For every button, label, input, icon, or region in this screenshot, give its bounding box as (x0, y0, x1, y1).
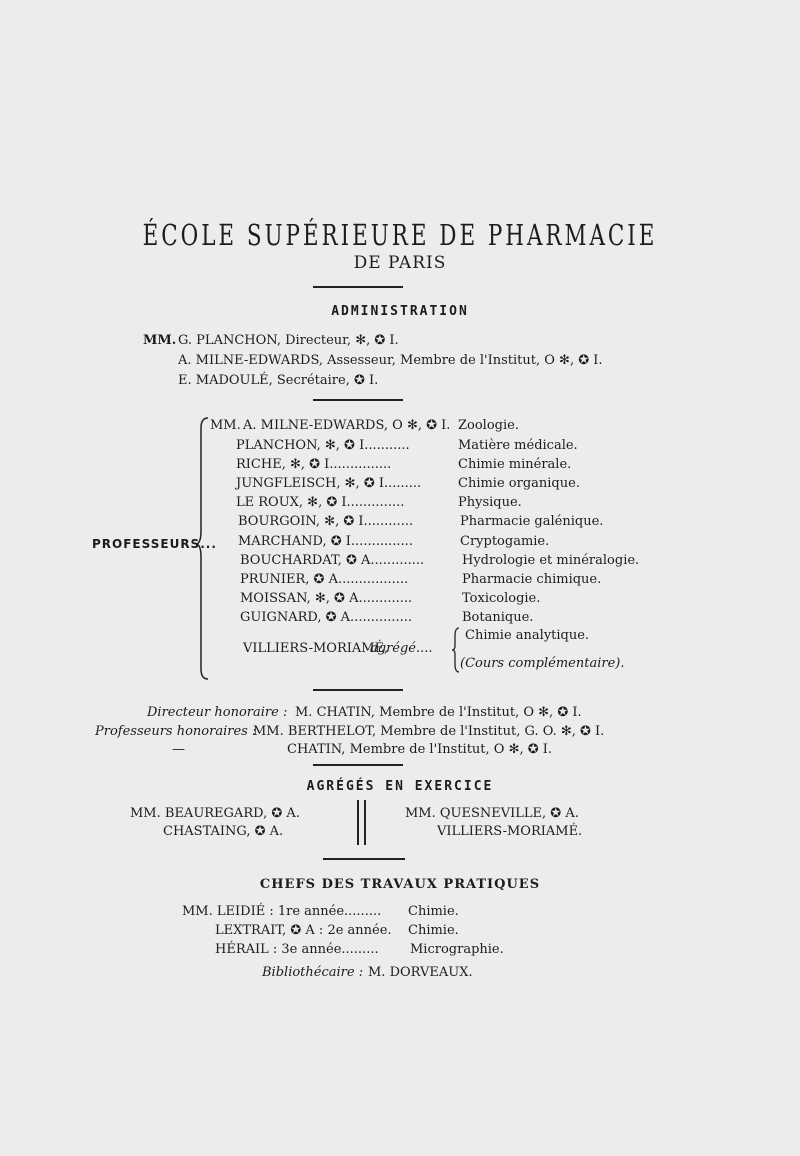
chef-name: HÉRAIL : 3e année......... (215, 942, 379, 957)
school-subtitle: DE PARIS (353, 253, 447, 273)
professor-subject: Zoologie. (458, 418, 519, 433)
professor-subject: Pharmacie chimique. (462, 572, 602, 587)
column-rule (364, 800, 366, 845)
professor-name: RICHE, ✻, ✪ I............... (236, 457, 392, 472)
professeurs-honoraires: CHATIN, Membre de l'Institut, O ✻, ✪ I. (287, 742, 553, 757)
professor-subject: Botanique. (462, 610, 534, 625)
professeurs-honoraires-label: Professeurs honoraires : (95, 724, 257, 739)
professor-subject: Cryptogamie. (460, 534, 550, 549)
divider (323, 858, 405, 860)
agrege-subject-course: (Cours complémentaire). (460, 656, 625, 671)
professor-name: LE ROUX, ✻, ✪ I.............. (236, 495, 405, 510)
ditto-dash: — (172, 742, 185, 757)
professeurs-honoraires: MM. BERTHELOT, Membre de l'Institut, G. O. ✻, ✪ I. (253, 724, 605, 739)
professor-subject: Chimie minérale. (458, 457, 572, 472)
agrege-name: VILLIERS-MORIAMÉ, (243, 641, 389, 656)
professor-name: MOISSAN, ✻, ✪ A............. (240, 591, 413, 606)
chef-subject: Chimie. (408, 904, 459, 919)
professor-subject: Chimie organique. (458, 476, 580, 491)
chef-name: MM. LEIDIÉ : 1re année......... (182, 904, 382, 919)
professor-subject: Pharmacie galénique. (460, 514, 604, 529)
agreges-heading: AGRÉGÉS EN EXERCICE (306, 779, 494, 794)
directeur-honoraire: M. CHATIN, Membre de l'Institut, O ✻, ✪ I. (295, 705, 582, 720)
administration-member: G. PLANCHON, Directeur, ✻, ✪ I. (178, 333, 399, 348)
professor-name: PLANCHON, ✻, ✪ I........... (236, 438, 410, 453)
professor-name: A. MILNE-EDWARDS, O ✻, ✪ I. (243, 418, 451, 433)
professeurs-prefix: MM. (210, 418, 241, 433)
agrege-left: MM. BEAUREGARD, ✪ A. (130, 806, 300, 821)
divider (313, 399, 403, 401)
professor-name: GUIGNARD, ✪ A............... (240, 610, 413, 625)
professor-subject: Hydrologie et minéralogie. (462, 553, 640, 568)
divider (313, 689, 403, 691)
administration-member: A. MILNE-EDWARDS, Assesseur, Membre de l'Institut, O ✻, ✪ I. (178, 353, 603, 368)
agrege-subject: Chimie analytique. (465, 628, 590, 643)
divider (313, 764, 403, 766)
chef-name: LEXTRAIT, ✪ A : 2e année. (215, 923, 392, 938)
brace-left (196, 416, 210, 681)
professor-name: PRUNIER, ✪ A................. (240, 572, 409, 587)
chef-subject: Micrographie. (410, 942, 504, 957)
professor-name: BOUCHARDAT, ✪ A............. (240, 553, 425, 568)
administration-heading: ADMINISTRATION (331, 304, 469, 319)
professor-subject: Toxicologie. (462, 591, 541, 606)
professor-subject: Matière médicale. (458, 438, 578, 453)
administration-prefix: MM. (143, 333, 177, 348)
bibliothecaire-label: Bibliothécaire : (262, 965, 364, 980)
professor-name: MARCHAND, ✪ I............... (238, 534, 413, 549)
professor-name: JUNGFLEISCH, ✻, ✪ I......... (236, 476, 422, 491)
administration-member: E. MADOULÉ, Secrétaire, ✪ I. (178, 373, 379, 388)
chef-subject: Chimie. (408, 923, 459, 938)
professor-name: BOURGOIN, ✻, ✪ I............ (238, 514, 414, 529)
agrege-role: agrégé.... (370, 641, 433, 656)
agrege-left: CHASTAING, ✪ A. (163, 824, 284, 839)
bibliothecaire: M. DORVEAUX. (368, 965, 473, 980)
divider (313, 286, 403, 288)
agrege-right: VILLIERS-MORIAMÉ. (437, 824, 583, 839)
school-title: ÉCOLE SUPÉRIEURE DE PHARMACIE (142, 218, 658, 252)
directeur-honoraire-label: Directeur honoraire : (147, 705, 288, 720)
professor-subject: Physique. (458, 495, 522, 510)
professeurs-label: PROFESSEURS... (92, 537, 217, 551)
agrege-right: MM. QUESNEVILLE, ✪ A. (405, 806, 579, 821)
column-rule (357, 800, 359, 845)
chefs-heading: CHEFS DES TRAVAUX PRATIQUES (259, 877, 541, 892)
